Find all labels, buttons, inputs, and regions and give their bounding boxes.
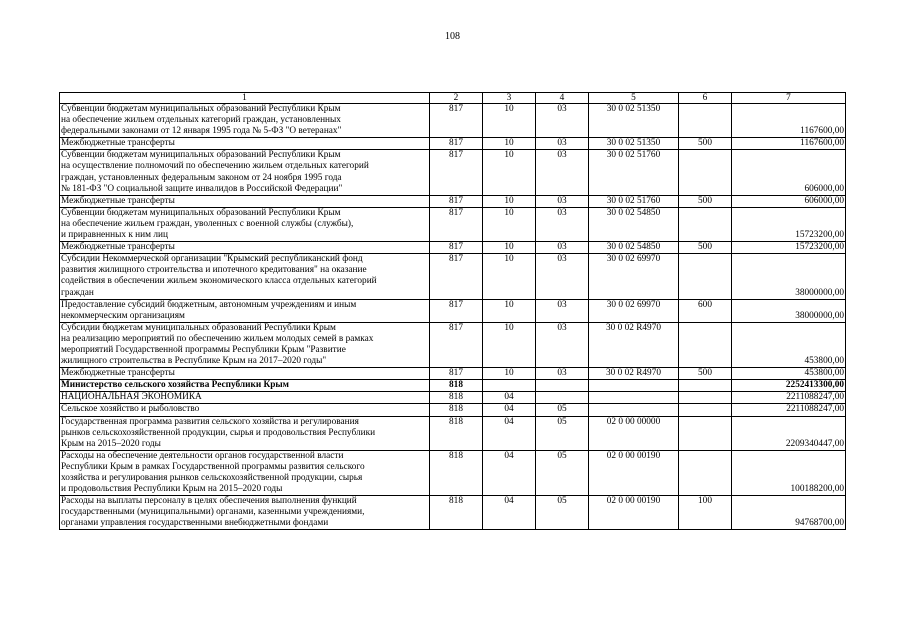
section-code-cell: 10 xyxy=(483,254,536,299)
ministry-code-cell: 817 xyxy=(430,104,483,138)
ministry-code-cell: 817 xyxy=(430,322,483,367)
header-cell: 2 xyxy=(430,93,483,104)
table-row xyxy=(60,299,846,322)
ministry-code-cell: 817 xyxy=(430,150,483,195)
subsection-code-cell: 03 xyxy=(536,368,589,380)
expense-type-cell xyxy=(679,104,732,138)
subsection-code-cell: 03 xyxy=(536,207,589,241)
ministry-code-cell: 817 xyxy=(430,195,483,207)
table-row xyxy=(60,496,846,530)
header-cell: 6 xyxy=(679,93,732,104)
row-name-line: НАЦИОНАЛЬНАЯ ЭКОНОМИКА xyxy=(61,392,202,403)
ministry-code-cell: 818 xyxy=(430,496,483,530)
table-row xyxy=(60,450,846,495)
table-row xyxy=(60,104,846,138)
target-article-cell: 30 0 02 51350 xyxy=(589,138,679,150)
target-article-cell: 30 0 02 51760 xyxy=(589,150,679,195)
row-name-line: Расходы на выплаты персоналу в целях обеспечения выполнения функций xyxy=(61,496,357,507)
ministry-code-cell: 818 xyxy=(430,380,483,392)
header-cell: 7 xyxy=(732,93,846,104)
target-article-cell: 02 0 00 00190 xyxy=(589,450,679,495)
row-name-cell xyxy=(60,207,430,241)
ministry-code-cell: 818 xyxy=(430,392,483,404)
expense-type-cell xyxy=(679,450,732,495)
amount-cell: 1167600,00 xyxy=(732,104,846,138)
row-name-line: Республики Крым в рамках Государственной программы развития сельского xyxy=(61,461,365,472)
row-name-line: Субсидии Некоммерческой организации "Крымский республиканский фонд xyxy=(61,254,363,265)
amount-cell: 606000,00 xyxy=(732,195,846,207)
section-code-cell: 10 xyxy=(483,242,536,254)
table-row xyxy=(60,322,846,367)
amount-cell: 453800,00 xyxy=(732,368,846,380)
ministry-code-cell: 817 xyxy=(430,138,483,150)
row-name-line: на реализацию мероприятий по обеспечению жильем молодых семей в рамках xyxy=(61,333,374,344)
row-name-line: № 181-ФЗ "О социальной защите инвалидов в Российской Федерации" xyxy=(61,183,343,194)
target-article-cell xyxy=(589,380,679,392)
expense-type-cell: 600 xyxy=(679,299,732,322)
expense-type-cell: 500 xyxy=(679,242,732,254)
row-name-line: Субвенции бюджетам муниципальных образований Республики Крым xyxy=(61,150,341,161)
ministry-code-cell: 817 xyxy=(430,368,483,380)
amount-cell: 38000000,00 xyxy=(732,299,846,322)
target-article-cell: 30 0 02 54850 xyxy=(589,242,679,254)
row-name-line: Сельское хозяйство и рыболовство xyxy=(61,404,200,415)
section-code-cell: 10 xyxy=(483,207,536,241)
table-row xyxy=(60,416,846,450)
table-row xyxy=(60,242,846,254)
row-name-cell xyxy=(60,404,430,416)
subsection-code-cell: 05 xyxy=(536,496,589,530)
row-name-line: Субвенции бюджетам муниципальных образований Республики Крым xyxy=(61,207,341,218)
target-article-cell: 30 0 02 54850 xyxy=(589,207,679,241)
row-name-line: на осуществление полномочий по обеспечению жильем отдельных категорий xyxy=(61,161,369,172)
row-name-cell xyxy=(60,392,430,404)
row-name-line: Министерство сельского хозяйства Республики Крым xyxy=(61,380,290,391)
page-number: 108 xyxy=(445,31,460,42)
row-name-cell xyxy=(60,138,430,150)
expense-type-cell xyxy=(679,392,732,404)
row-name-line: государственными (муниципальными) органами, казенными учреждениями, xyxy=(61,507,365,518)
subsection-code-cell: 03 xyxy=(536,322,589,367)
row-name-cell xyxy=(60,104,430,138)
section-code-cell: 10 xyxy=(483,150,536,195)
ministry-code-cell: 817 xyxy=(430,299,483,322)
section-code-cell: 10 xyxy=(483,322,536,367)
subsection-code-cell: 03 xyxy=(536,254,589,299)
section-code-cell: 10 xyxy=(483,138,536,150)
row-name-line: граждан xyxy=(61,287,94,298)
section-code-cell: 04 xyxy=(483,416,536,450)
subsection-code-cell: 03 xyxy=(536,138,589,150)
table-row xyxy=(60,207,846,241)
table-row xyxy=(60,195,846,207)
table-row xyxy=(60,368,846,380)
row-name-line: Межбюджетные трансферты xyxy=(61,138,175,149)
row-name-line: хозяйства и регулирования рынков сельскохозяйственной продукции, сырья xyxy=(61,473,363,483)
section-code-cell: 10 xyxy=(483,299,536,322)
amount-cell: 2252413300,00 xyxy=(732,380,846,392)
amount-cell: 2211088247,00 xyxy=(732,392,846,404)
expense-type-cell: 500 xyxy=(679,195,732,207)
table-row xyxy=(60,380,846,392)
table-row xyxy=(60,138,846,150)
row-name-cell xyxy=(60,450,430,495)
header-cell: 3 xyxy=(483,93,536,104)
amount-cell: 2209340447,00 xyxy=(732,416,846,450)
row-name-line: и продовольствия Республики Крым на 2015–2020 годы xyxy=(61,484,283,495)
subsection-code-cell: 03 xyxy=(536,104,589,138)
header-cell: 4 xyxy=(536,93,589,104)
table-row xyxy=(60,404,846,416)
row-name-line: органами управления государственными внебюджетными фондами xyxy=(61,518,329,529)
section-code-cell: 04 xyxy=(483,404,536,416)
header-row xyxy=(60,93,846,104)
target-article-cell: 30 0 02 R4970 xyxy=(589,368,679,380)
amount-cell: 1167600,00 xyxy=(732,138,846,150)
target-article-cell xyxy=(589,404,679,416)
amount-cell: 15723200,00 xyxy=(732,207,846,241)
amount-cell: 15723200,00 xyxy=(732,242,846,254)
ministry-code-cell: 818 xyxy=(430,450,483,495)
expense-type-cell: 500 xyxy=(679,138,732,150)
ministry-code-cell: 818 xyxy=(430,404,483,416)
subsection-code-cell: 03 xyxy=(536,150,589,195)
amount-cell: 38000000,00 xyxy=(732,254,846,299)
section-code-cell: 10 xyxy=(483,368,536,380)
subsection-code-cell: 05 xyxy=(536,450,589,495)
subsection-code-cell: 03 xyxy=(536,242,589,254)
budget-table xyxy=(59,92,846,530)
subsection-code-cell: 05 xyxy=(536,404,589,416)
subsection-code-cell: 03 xyxy=(536,299,589,322)
row-name-line: жилищного строительства в Республике Крым на 2017–2020 годы" xyxy=(61,356,327,367)
ministry-code-cell: 817 xyxy=(430,254,483,299)
row-name-line: рынков сельскохозяйственной продукции, сырья и продовольствия Республики xyxy=(61,427,376,438)
header-cell: 5 xyxy=(589,93,679,104)
row-name-cell xyxy=(60,242,430,254)
row-name-cell xyxy=(60,496,430,530)
section-code-cell: 04 xyxy=(483,450,536,495)
row-name-cell xyxy=(60,322,430,367)
row-name-cell xyxy=(60,150,430,195)
row-name-line: граждан, установленных федеральным законом от 24 ноября 1995 года xyxy=(61,172,342,183)
ministry-code-cell: 817 xyxy=(430,207,483,241)
section-code-cell: 04 xyxy=(483,496,536,530)
row-name-line: на обеспечение жильем граждан, уволенных с военной службы (службы), xyxy=(61,218,354,229)
row-name-line: федеральными законами от 12 января 1995 года № 5-ФЗ "О ветеранах" xyxy=(61,126,342,137)
row-name-cell xyxy=(60,380,430,392)
table-row xyxy=(60,150,846,195)
expense-type-cell xyxy=(679,322,732,367)
amount-cell: 2211088247,00 xyxy=(732,404,846,416)
expense-type-cell xyxy=(679,150,732,195)
table-body xyxy=(60,93,846,530)
table-row xyxy=(60,392,846,404)
amount-cell: 453800,00 xyxy=(732,322,846,367)
section-code-cell: 04 xyxy=(483,392,536,404)
row-name-line: Государственная программа развития сельского хозяйства и регулирования xyxy=(61,416,359,427)
table-row xyxy=(60,254,846,299)
row-name-line: Субвенции бюджетам муниципальных образований Республики Крым xyxy=(61,104,341,114)
section-code-cell: 10 xyxy=(483,104,536,138)
subsection-code-cell xyxy=(536,392,589,404)
header-cell: 1 xyxy=(60,93,430,104)
expense-type-cell: 500 xyxy=(679,368,732,380)
ministry-code-cell: 818 xyxy=(430,416,483,450)
expense-type-cell xyxy=(679,404,732,416)
amount-cell: 606000,00 xyxy=(732,150,846,195)
row-name-cell xyxy=(60,254,430,299)
ministry-code-cell: 817 xyxy=(430,242,483,254)
row-name-line: некоммерческим организациям xyxy=(61,310,185,321)
target-article-cell: 30 0 02 69970 xyxy=(589,299,679,322)
row-name-cell xyxy=(60,195,430,207)
expense-type-cell xyxy=(679,207,732,241)
row-name-cell xyxy=(60,368,430,380)
subsection-code-cell xyxy=(536,380,589,392)
amount-cell: 100188200,00 xyxy=(732,450,846,495)
row-name-line: Межбюджетные трансферты xyxy=(61,195,175,206)
row-name-line: Предоставление субсидий бюджетным, автономным учреждениям и иным xyxy=(61,299,357,310)
row-name-line: Расходы на обеспечение деятельности органов государственной власти xyxy=(61,450,344,461)
row-name-line: Межбюджетные трансферты xyxy=(61,242,175,253)
row-name-cell xyxy=(60,416,430,450)
row-name-line: Межбюджетные трансферты xyxy=(61,368,175,379)
row-name-line: Крым на 2015–2020 годы xyxy=(61,438,161,449)
target-article-cell xyxy=(589,392,679,404)
target-article-cell: 30 0 02 R4970 xyxy=(589,322,679,367)
expense-type-cell xyxy=(679,416,732,450)
row-name-line: развития жилищного строительства и ипотечного кредитования" на оказание xyxy=(61,265,367,276)
expense-type-cell: 100 xyxy=(679,496,732,530)
expense-type-cell xyxy=(679,380,732,392)
target-article-cell: 30 0 02 51760 xyxy=(589,195,679,207)
target-article-cell: 02 0 00 00000 xyxy=(589,416,679,450)
row-name-line: Субсидии бюджетам муниципальных образований Республики Крым xyxy=(61,322,336,333)
subsection-code-cell: 03 xyxy=(536,195,589,207)
target-article-cell: 30 0 02 51350 xyxy=(589,104,679,138)
section-code-cell xyxy=(483,380,536,392)
row-name-line: и приравненных к ним лиц xyxy=(61,230,168,241)
row-name-cell xyxy=(60,299,430,322)
target-article-cell: 30 0 02 69970 xyxy=(589,254,679,299)
target-article-cell: 02 0 00 00190 xyxy=(589,496,679,530)
subsection-code-cell: 05 xyxy=(536,416,589,450)
row-name-line: на обеспечение жильем отдельных категорий граждан, установленных xyxy=(61,115,341,126)
section-code-cell: 10 xyxy=(483,195,536,207)
row-name-line: мероприятий Государственной программы Республики Крым "Развитие xyxy=(61,344,346,355)
amount-cell: 94768700,00 xyxy=(732,496,846,530)
expense-type-cell xyxy=(679,254,732,299)
row-name-line: содействия в обеспечении жильем экономического класса отдельных категорий xyxy=(61,276,377,287)
